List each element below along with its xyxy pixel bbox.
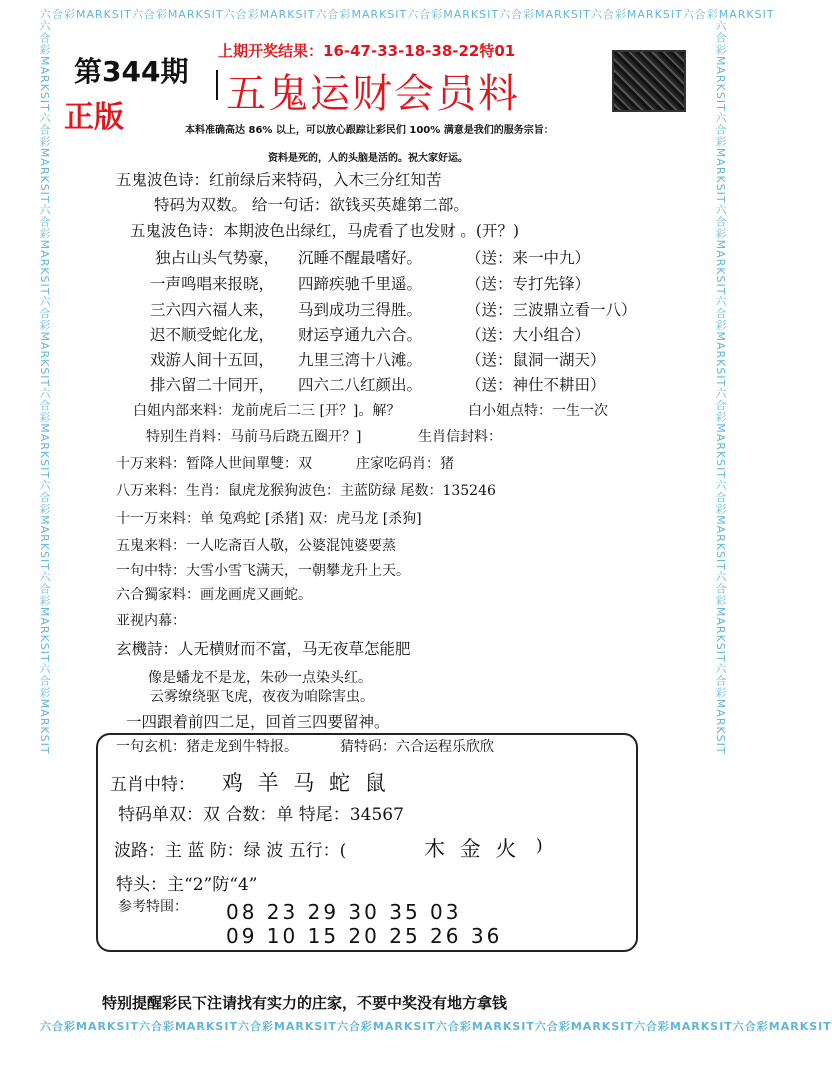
verse-b: 财运亨通九六合。	[298, 326, 423, 344]
five-zodiac-values: 鸡 羊 马 蛇 鼠	[222, 771, 390, 795]
watermark-bottom: 六合彩MARKSIT六合彩MARKSIT六合彩MARKSIT六合彩MARKSIT六合彩MARKSIT六合彩MARKSIT六合彩MARKSIT六合彩MARKSIT	[40, 1020, 832, 1033]
reference-row-1: 08 23 29 30 35 03	[226, 900, 462, 924]
little-sister-tip: 白小姐点特：一生一次	[468, 403, 608, 419]
verse-b: 九里三湾十八滩。	[298, 351, 423, 369]
footer-note: 特别提醒彩民下注请找有实力的庄家，不要中奖没有地方拿钱	[102, 994, 508, 1012]
wave-poem-2: 特码为双数。 给一句话：欲钱买英雄第二部。	[154, 196, 469, 214]
five-elements-close: )	[536, 836, 543, 856]
w80k-tip: 八万来料：生肖：鼠虎龙猴狗波色：主蓝防绿 尾数：135246	[116, 483, 496, 499]
special-zodiac-tip: 特别生肖料：马前马后跷五圈开？]	[146, 429, 362, 445]
verse-gift: （送：神仕不耕田）	[466, 376, 606, 394]
verse-a: 三六四六福人来，	[150, 301, 275, 319]
sister-inside-tip: 白姐内部来料：龙前虎后二三 [开？]。解？	[133, 403, 401, 419]
liuhe-tip: 六合獨家料：画龙画虎又画蛇。	[116, 587, 312, 603]
qr-code-image	[612, 50, 686, 112]
last-result: 上期开奖结果：16-47-33-18-38-22特01	[218, 42, 516, 60]
verse-gift: （送：大小组合）	[466, 326, 591, 344]
reference-label: 参考特围：	[118, 899, 188, 915]
asia-tip: 亚视内幕：	[116, 613, 186, 629]
mystic-line-4: 一四跟着前四二足，回首三四要留神。	[126, 713, 390, 731]
intro-line-1: 本料准确高达 86% 以上，可以放心跟踪让彩民们 100% 满意是我们的服务宗旨：	[185, 125, 554, 136]
verse-gift: （送：来一中九）	[466, 249, 591, 267]
w110k-tip: 十一万来料：单 兔鸡蛇 [杀猪] 双：虎马龙 [杀狗]	[116, 511, 422, 527]
issue-number: 第344期	[74, 55, 189, 88]
verse-a: 排六留二十同开，	[150, 376, 275, 394]
ghost-tip: 五鬼来料：一人吃斋百人敬，公婆混饨婆要蒸	[116, 538, 396, 554]
wave-route-label: 波路：主 蓝 防：绿 波 五行：(	[114, 841, 347, 861]
verse-a: 一声鸣唱来报晓，	[150, 275, 275, 293]
watermark-left: 六合彩MARKSIT六合彩MARKSIT六合彩MARKSIT六合彩MARKSIT六合彩MARKSIT六合彩MARKSIT六合彩MARKSIT六合彩MARKSIT	[38, 20, 51, 755]
verse-b: 沉睡不醒最嗜好。	[298, 249, 423, 267]
special-head: 特头：主“2”防“4”	[116, 875, 258, 895]
one-phrase-tip: 一句中特：大雪小雪飞满天，一朝攀龙升上天。	[116, 563, 410, 579]
watermark-right: 六合彩MARKSIT六合彩MARKSIT六合彩MARKSIT六合彩MARKSIT六合彩MARKSIT六合彩MARKSIT六合彩MARKSIT六合彩MARKSIT	[714, 20, 727, 755]
verse-b: 马到成功三得胜。	[298, 301, 423, 319]
verse-gift: （送：专打先锋）	[466, 275, 591, 293]
verse-b: 四蹄疾驰千里遥。	[298, 275, 423, 293]
reference-row-2: 09 10 15 20 25 26 36	[226, 924, 503, 948]
page-title: 五鬼运财会员料	[226, 71, 520, 117]
mystic-line-2: 像是蟠龙不是龙，朱砂一点染头红。	[148, 670, 372, 686]
watermark-top: 六合彩MARKSIT六合彩MARKSIT六合彩MARKSIT六合彩MARKSIT六合彩MARKSIT六合彩MARKSIT六合彩MARKSIT六合彩MARKSIT	[40, 8, 775, 21]
five-elements: 木 金 火	[424, 837, 521, 861]
guess-special: 猜特码：六合运程乐欣欣	[340, 739, 494, 755]
w100k-tip: 十万来料：暂降人世间單雙：双	[116, 456, 312, 472]
intro-line-2: 资料是死的，人的头脑是活的。祝大家好运。	[268, 153, 468, 164]
edition-stamp: 正版	[64, 100, 124, 135]
title-divider	[216, 70, 218, 100]
odd-even-line: 特码单双：双 合数：单 特尾：34567	[118, 805, 404, 825]
five-zodiac-label: 五肖中特：	[110, 775, 195, 795]
verse-gift: （送：鼠洞一湖天）	[466, 351, 606, 369]
mystic-poem: 玄機詩：人无横财而不富，马无夜草怎能肥	[116, 640, 411, 658]
verse-gift: （送：三波鼎立看一八）	[466, 301, 637, 319]
verse-a: 迟不顺受蛇化龙，	[150, 326, 275, 344]
wave-poem-1: 五鬼波色诗：红前绿后来特码，入木三分红知苦	[116, 171, 442, 189]
dealer-eat-tip: 庄家吃码肖：猪	[356, 456, 454, 472]
zodiac-letter-tip: 生肖信封料：	[418, 429, 502, 445]
mystic-line-3: 云雾缭绕驱飞虎，夜夜为咱除害虫。	[150, 689, 374, 705]
verse-a: 戏游人间十五回，	[150, 351, 275, 369]
wave-poem-3: 五鬼波色诗：本期波色出绿红，马虎看了也发财 。(开？)	[130, 222, 520, 240]
mystic-phrase: 一句玄机：猪走龙到牛特报。	[116, 739, 298, 755]
verse-a: 独占山头气势豪，	[155, 249, 280, 267]
verse-b: 四六二八红颜出。	[298, 376, 423, 394]
